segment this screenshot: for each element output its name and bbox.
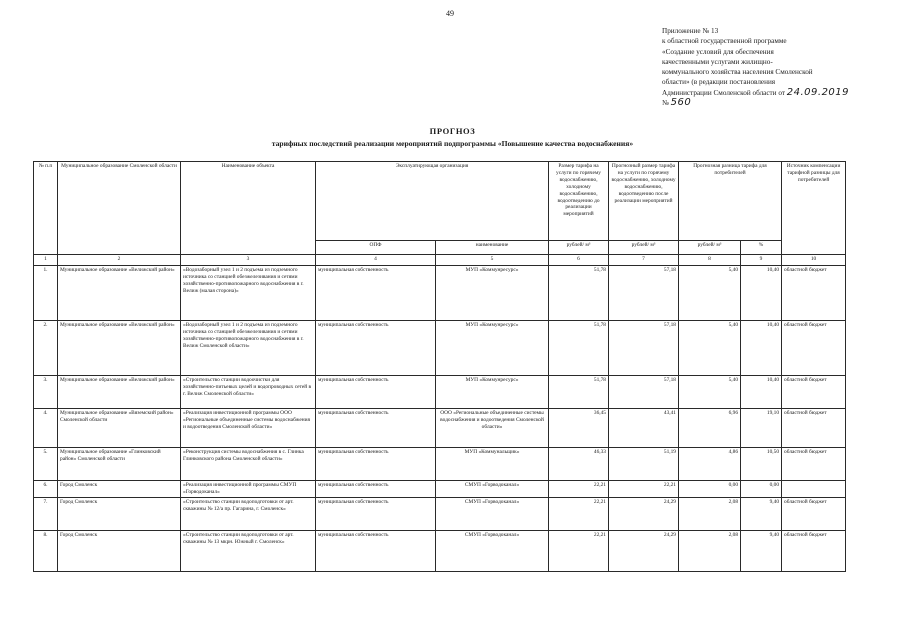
row-organization: МУП «Коммунресурс»: [436, 376, 549, 409]
document-title: ПРОГНОЗ: [429, 126, 476, 136]
column-number: 7: [609, 255, 679, 266]
row-tariff-diff: 2,08: [679, 497, 741, 530]
header-difference: Прогнозная разница тарифа для потребителей: [679, 162, 782, 241]
subheader-percent: %: [741, 241, 782, 255]
column-number: 5: [436, 255, 549, 266]
row-tariff-percent: 10,40: [741, 376, 782, 409]
row-municipality: Муниципальное образование «Глинковский район» Смоленской области: [58, 448, 181, 481]
row-tariff-forecast: 51,19: [609, 448, 679, 481]
row-municipality: Город Смоленск: [58, 481, 181, 498]
row-source: областной бюджет: [782, 448, 846, 481]
handwritten-date: 24.09.2019: [786, 86, 850, 98]
row-opf: муниципальная собственность: [316, 321, 436, 376]
table-row: [34, 448, 846, 481]
table-row: [34, 409, 846, 448]
row-municipality: Муниципальное образование «Велижский район»: [58, 376, 181, 409]
row-opf: муниципальная собственность: [316, 409, 436, 448]
row-tariff-forecast: 57,18: [609, 266, 679, 321]
row-source: областной бюджет: [782, 409, 846, 448]
row-number: 4.: [34, 409, 58, 448]
row-number: 5.: [34, 448, 58, 481]
row-object: «Строительство станции водоподготовки от арт. скважины № 12/а пр. Гагарина, г. Смоленск»: [181, 497, 316, 530]
header-operator: Эксплуатирующая организация: [316, 162, 549, 241]
row-tariff-forecast: 24,29: [609, 530, 679, 571]
row-source: областной бюджет: [782, 321, 846, 376]
table-row: [34, 481, 846, 498]
row-tariff-diff: 2,08: [679, 530, 741, 571]
row-tariff-before: 51,78: [549, 266, 609, 321]
row-opf: муниципальная собственность: [316, 481, 436, 498]
row-tariff-diff: 5,40: [679, 376, 741, 409]
column-number: 9: [741, 255, 782, 266]
row-tariff-before: 22,21: [549, 497, 609, 530]
row-number: 6.: [34, 481, 58, 498]
row-tariff-before: 51,78: [549, 376, 609, 409]
row-object: «Реконструкция системы водоснабжения в с. Глинка Глинковского района Смоленской области»: [181, 448, 316, 481]
row-tariff-before: 51,78: [549, 321, 609, 376]
row-municipality: Муниципальное образование «Велижский район»: [58, 266, 181, 321]
column-number: 4: [316, 255, 436, 266]
row-source: областной бюджет: [782, 530, 846, 571]
row-tariff-forecast: 22,21: [609, 481, 679, 498]
table-row: [34, 530, 846, 571]
row-tariff-diff: 5,40: [679, 321, 741, 376]
table-row: [34, 321, 846, 376]
row-object: «Реализация инвестиционной программы ООО «Региональные объединенные системы водоснабжения и водоотведения Смоленской области»: [181, 409, 316, 448]
header-municipality: Муниципальное образование Смоленской области: [58, 162, 181, 255]
row-opf: муниципальная собственность: [316, 266, 436, 321]
row-municipality: Город Смоленск: [58, 530, 181, 571]
row-organization: СМУП «Горводоканал»: [436, 497, 549, 530]
row-tariff-percent: 19,10: [741, 409, 782, 448]
row-organization: СМУП «Горводоканал»: [436, 481, 549, 498]
annex-line: Приложение № 13: [662, 27, 719, 35]
row-tariff-before: 22,21: [549, 530, 609, 571]
row-tariff-before: 46,33: [549, 448, 609, 481]
row-organization: МУП «Коммунресурс»: [436, 266, 549, 321]
column-number: 10: [782, 255, 846, 266]
row-number: 1.: [34, 266, 58, 321]
column-number: 8: [679, 255, 741, 266]
handwritten-number: 560: [670, 97, 692, 109]
row-number: 2.: [34, 321, 58, 376]
annex-line: области» (в редакции постановления: [662, 78, 776, 87]
row-tariff-diff: 5,40: [679, 266, 741, 321]
annex-line: качественными услугами жилищно-: [662, 57, 773, 66]
row-tariff-percent: 9,40: [741, 530, 782, 571]
row-tariff-forecast: 43,41: [609, 409, 679, 448]
row-tariff-percent: 10,40: [741, 321, 782, 376]
header-tariff-forecast: Прогнозный размер тарифа на услуги по горячему водоснабжению, холодному водоснабжению, водоотведению после реализации мероприятий: [609, 162, 679, 241]
column-number-row: [34, 255, 846, 266]
row-object: «Водозаборный узел 1 и 2 подъема из подземного источника со станцией обезжелезивания и сетями хозяйственно-противопожарного водоснабжения в г. Велиж Смоленской области»: [181, 321, 316, 376]
row-tariff-before: 22,21: [549, 481, 609, 498]
table-row: [34, 376, 846, 409]
row-source: [782, 481, 846, 498]
row-tariff-percent: 0,00: [741, 481, 782, 498]
annex-line-date: [662, 88, 872, 98]
row-organization: МУП «Коммунальщик»: [436, 448, 549, 481]
annex-block: [662, 26, 872, 108]
row-opf: муниципальная собственность: [316, 497, 436, 530]
row-opf: муниципальная собственность: [316, 448, 436, 481]
subheader-opf: ОПФ: [316, 241, 436, 255]
page-number: 49: [446, 9, 454, 18]
subheader-unit-diff: рублей/ м³: [679, 241, 741, 255]
header-tariff-before: Размер тарифа на услуги по горячему водоснабжению, холодному водоснабжению, водоотведению до реализации мероприятий: [549, 162, 609, 241]
annex-line: к областной государственной программе: [662, 37, 787, 46]
document-subtitle: тарифных последствий реализации мероприятий подпрограммы «Повышение качества водоснабжения»: [271, 139, 634, 148]
row-organization: СМУП «Горводоканал»: [436, 530, 549, 571]
column-number: 2: [58, 255, 181, 266]
column-number: 6: [549, 255, 609, 266]
row-tariff-diff: 6,96: [679, 409, 741, 448]
row-number: 8.: [34, 530, 58, 571]
row-source: областной бюджет: [782, 497, 846, 530]
forecast-table: [33, 161, 846, 572]
annex-line: Администрации Смоленской области от: [662, 88, 785, 97]
header-row: [34, 162, 846, 241]
row-tariff-before: 36,45: [549, 409, 609, 448]
row-source: областной бюджет: [782, 266, 846, 321]
number-prefix: №: [662, 99, 669, 108]
row-organization: МУП «Коммунресурс»: [436, 321, 549, 376]
row-organization: ООО «Региональные объединенные системы водоснабжения и водоотведения Смоленской области»: [436, 409, 549, 448]
row-object: «Строительство станции водоподготовки от арт. скважины № 13 мкрн. Южный г. Смоленск»: [181, 530, 316, 571]
row-object: «Реализация инвестиционной программы СМУП «Горводоканал»: [181, 481, 316, 498]
annex-line: коммунального хозяйства населения Смоленской: [662, 68, 813, 77]
row-municipality: Муниципальное образование «Вяземский район» Смоленской области: [58, 409, 181, 448]
row-tariff-forecast: 57,18: [609, 376, 679, 409]
row-tariff-percent: 10,50: [741, 448, 782, 481]
annex-line-number: [662, 98, 872, 108]
header-source: Источник компенсации тарифной разницы для потребителей: [782, 162, 846, 255]
row-opf: муниципальная собственность: [316, 530, 436, 571]
row-tariff-forecast: 57,18: [609, 321, 679, 376]
row-tariff-forecast: 24,29: [609, 497, 679, 530]
subheader-unit-before: рублей/ м³: [549, 241, 609, 255]
row-tariff-percent: 9,40: [741, 497, 782, 530]
row-municipality: Муниципальное образование «Велижский район»: [58, 321, 181, 376]
row-number: 7.: [34, 497, 58, 530]
row-tariff-percent: 10,40: [741, 266, 782, 321]
column-number: 3: [181, 255, 316, 266]
row-source: областной бюджет: [782, 376, 846, 409]
header-num: № п.п: [34, 162, 58, 255]
row-opf: муниципальная собственность: [316, 376, 436, 409]
subheader-name: наименование: [436, 241, 549, 255]
annex-line: «Создание условий для обеспечения: [662, 47, 774, 56]
row-object: «Строительство станции водоочистки для хозяйственно-питьевых целей и водопроводных сетей в г. Велиж Смоленской области»: [181, 376, 316, 409]
subheader-unit-forecast: рублей/ м³: [609, 241, 679, 255]
row-municipality: Город Смоленск: [58, 497, 181, 530]
column-number: 1: [34, 255, 58, 266]
row-number: 3.: [34, 376, 58, 409]
table-row: [34, 497, 846, 530]
header-object: Наименование объекта: [181, 162, 316, 255]
row-tariff-diff: 0,00: [679, 481, 741, 498]
table-row: [34, 266, 846, 321]
row-tariff-diff: 4,86: [679, 448, 741, 481]
row-object: «Водозаборный узел 1 и 2 подъема из подземного источника со станцией обезжелезивания и сетями хозяйственно-противопожарного водоснабжения в г. Велиж (малая сторона)»: [181, 266, 316, 321]
